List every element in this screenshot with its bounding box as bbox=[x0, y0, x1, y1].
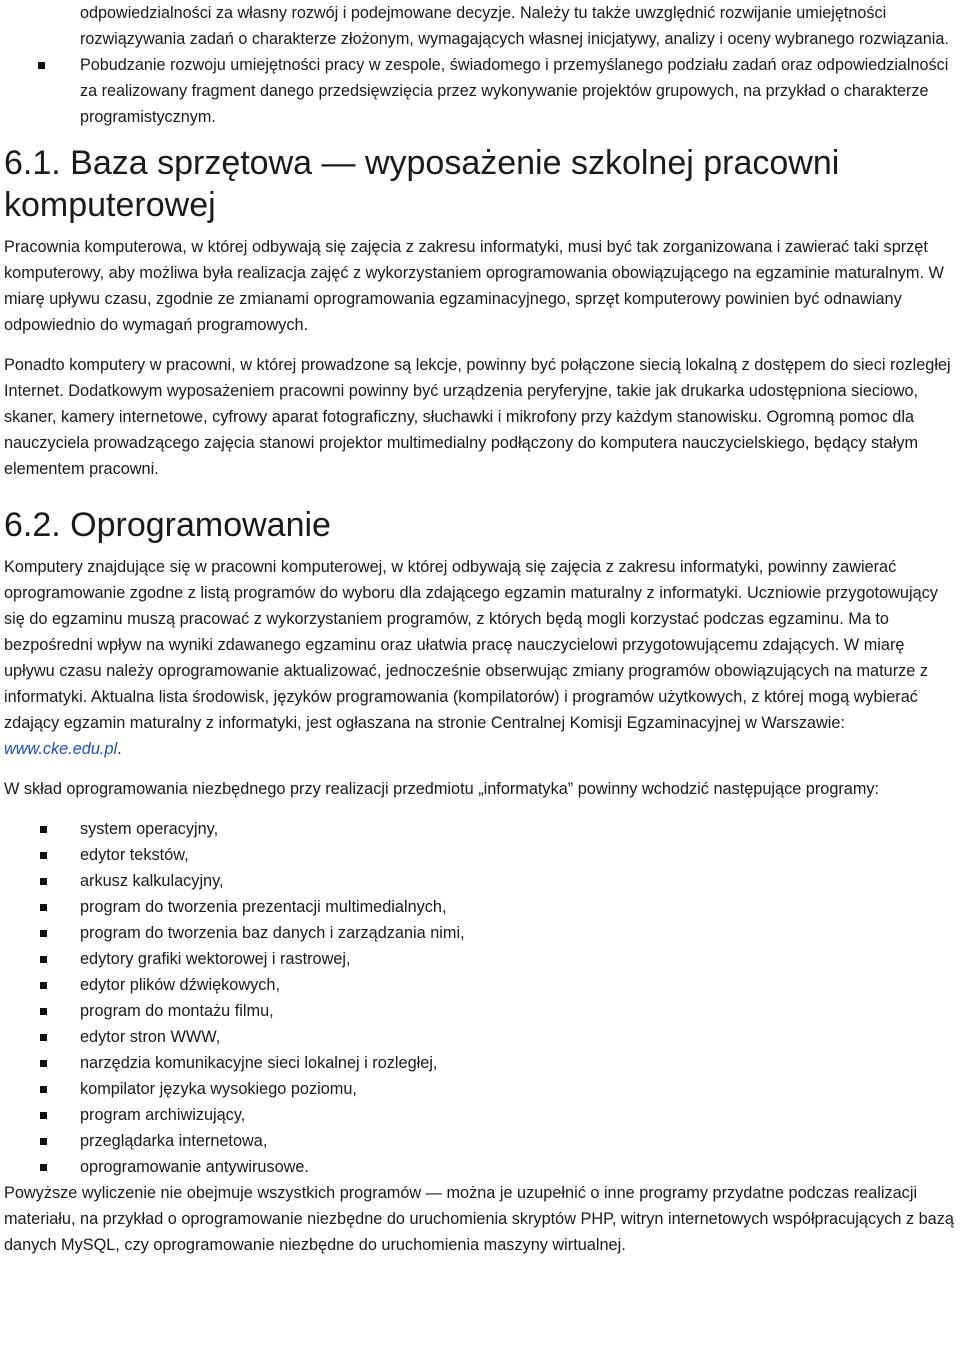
square-bullet-icon bbox=[40, 956, 47, 963]
program-list-item-text: edytory grafiki wektorowej i rastrowej, bbox=[80, 950, 351, 968]
program-list-item-text: edytor stron WWW, bbox=[80, 1028, 221, 1046]
square-bullet-icon bbox=[40, 982, 47, 989]
program-list-item-text: program archiwizujący, bbox=[80, 1106, 246, 1124]
program-list-item-text: program do montażu filmu, bbox=[80, 1002, 274, 1020]
section-6-1-heading: 6.1. Baza sprzętowa — wyposażenie szkolnej pracowni komputerowej bbox=[4, 144, 840, 224]
square-bullet-icon bbox=[40, 826, 47, 833]
square-bullet-icon bbox=[40, 1164, 47, 1171]
program-list-item bbox=[4, 1024, 956, 1050]
square-bullet-icon bbox=[40, 1034, 47, 1041]
program-list-item bbox=[4, 1076, 956, 1102]
program-list-item-text: narzędzia komunikacyjne sieci lokalnej i rozległej, bbox=[80, 1054, 438, 1072]
square-bullet-icon bbox=[40, 1008, 47, 1015]
square-bullet-icon bbox=[40, 1112, 47, 1119]
section-6-2-paragraph-1-end: . bbox=[117, 740, 122, 758]
program-list-item-text: oprogramowanie antywirusowe. bbox=[80, 1158, 309, 1176]
square-bullet-icon bbox=[40, 904, 47, 911]
program-list-item bbox=[4, 816, 956, 842]
section-6-2-paragraph-1 bbox=[4, 554, 956, 762]
section-6-1-paragraph-1: Pracownia komputerowa, w której odbywają się zajęcia z zakresu informatyki, musi być tak zorganizowana i zawierać taki sprzęt komputerowy, aby możliwa była realizacja zajęć z wykorzystaniem oprogramowania obowiązującego na egzaminie maturalnym. W miarę upływu czasu, zgodnie ze zmianami oprogramowania egzaminacyjnego, sprzęt komputerowy powinien być odnawiany odpowiednio do wymagań programowych. bbox=[4, 238, 944, 334]
program-list-item-text: program do tworzenia prezentacji multimedialnych, bbox=[80, 898, 447, 916]
section-6-2-paragraph-3: Powyższe wyliczenie nie obejmuje wszystkich programów — można je uzupełnić o inne programy przydatne podczas realizacji materiału, na przykład o oprogramowanie niezbędne do uruchomienia skryptów PHP, witryn internetowych współpracujących z bazą danych MySQL, czy oprogramowanie niezbędne do uruchomienia maszyny wirtualnej. bbox=[4, 1184, 954, 1254]
square-bullet-icon bbox=[40, 878, 47, 885]
program-list-item bbox=[4, 894, 956, 920]
section-6-2-paragraph-1-text: Komputery znajdujące się w pracowni komputerowej, w której odbywają się zajęcia z zakresu informatyki, powinny zawierać oprogramowanie zgodne z listą programów do wyboru dla zdającego egzamin maturalny z informatyki. Uczniowie przygotowujący się do egzaminu muszą pracować z wykorzystaniem programów, z których będą mogli korzystać podczas egzaminu. Ma to bezpośredni wpływ na wyniki zdawanego egzaminu oraz ułatwia pracę nauczycielowi przygotowującemu zdających. W miarę upływu czasu należy oprogramowanie aktualizować, jednocześnie obserwując zmiany programów obowiązujących na maturze z informatyki. Aktualna lista środowisk, języków programowania (kompilatorów) i programów użytkowych, z której mogą wybierać zdający egzamin maturalny z informatyki, jest ogłaszana na stronie Centralnej Komisji Egzaminacyjnej w Warszawie: bbox=[4, 558, 938, 732]
program-list-item bbox=[4, 998, 956, 1024]
intro-bullet-text: Pobudzanie rozwoju umiejętności pracy w zespole, świadomego i przemyślanego podziału zadań oraz odpowiedzialności za realizowany fragment danego przedsięwzięcia przez wykonywanie projektów grupowych, na przykład o charakterze programistycznym. bbox=[80, 56, 949, 126]
program-list-item bbox=[4, 946, 956, 972]
square-bullet-icon bbox=[40, 1138, 47, 1145]
program-list-item bbox=[4, 1128, 956, 1154]
square-bullet-icon bbox=[40, 930, 47, 937]
cke-website-link[interactable]: www.cke.edu.pl bbox=[4, 740, 118, 758]
program-list-item-text: program do tworzenia baz danych i zarządzania nimi, bbox=[80, 924, 465, 942]
program-list-item-text: edytor tekstów, bbox=[80, 846, 189, 864]
program-list-item-text: kompilator języka wysokiego poziomu, bbox=[80, 1080, 357, 1098]
program-list-item-text: arkusz kalkulacyjny, bbox=[80, 872, 224, 890]
section-6-2-heading: 6.2. Oprogramowanie bbox=[4, 506, 331, 544]
program-list-item bbox=[4, 1050, 956, 1076]
intro-continuation: odpowiedzialności za własny rozwój i podejmowane decyzje. Należy tu także uwzględnić rozwijanie umiejętności rozwiązywania zadań o charakterze złożonym, wymagających własnej inicjatywy, analizy i oceny wybranego rozwiązania. bbox=[80, 4, 949, 48]
program-list-item-text: edytor plików dźwiękowych, bbox=[80, 976, 280, 994]
square-bullet-icon bbox=[40, 1086, 47, 1093]
intro-bullet-item bbox=[4, 52, 956, 130]
program-list-item-text: system operacyjny, bbox=[80, 820, 219, 838]
document-page bbox=[4, 0, 956, 1258]
square-bullet-icon bbox=[38, 62, 45, 69]
square-bullet-icon bbox=[40, 852, 47, 859]
program-list-item bbox=[4, 842, 956, 868]
program-list-item bbox=[4, 1154, 956, 1180]
program-list-item-text: przeglądarka internetowa, bbox=[80, 1132, 268, 1150]
section-6-1-paragraph-2: Ponadto komputery w pracowni, w której prowadzone są lekcje, powinny być połączone siecią lokalną z dostępem do sieci rozległej Internet. Dodatkowym wyposażeniem pracowni powinny być urządzenia peryferyjne, takie jak drukarka udostępniona sieciowo, skaner, kamery internetowe, cyfrowy aparat fotograficzny, słuchawki i mikrofony przy każdym stanowisku. Ogromną pomoc dla nauczyciela prowadzącego zajęcia stanowi projektor multimedialny podłączony do komputera nauczycielskiego, będący stałym elementem pracowni. bbox=[4, 356, 951, 478]
program-list-item bbox=[4, 1102, 956, 1128]
programs-list bbox=[4, 816, 956, 1180]
section-6-2-paragraph-2: W skład oprogramowania niezbędnego przy realizacji przedmiotu „informatyka” powinny wchodzić następujące programy: bbox=[4, 780, 880, 798]
square-bullet-icon bbox=[40, 1060, 47, 1067]
program-list-item bbox=[4, 868, 956, 894]
program-list-item bbox=[4, 920, 956, 946]
program-list-item bbox=[4, 972, 956, 998]
